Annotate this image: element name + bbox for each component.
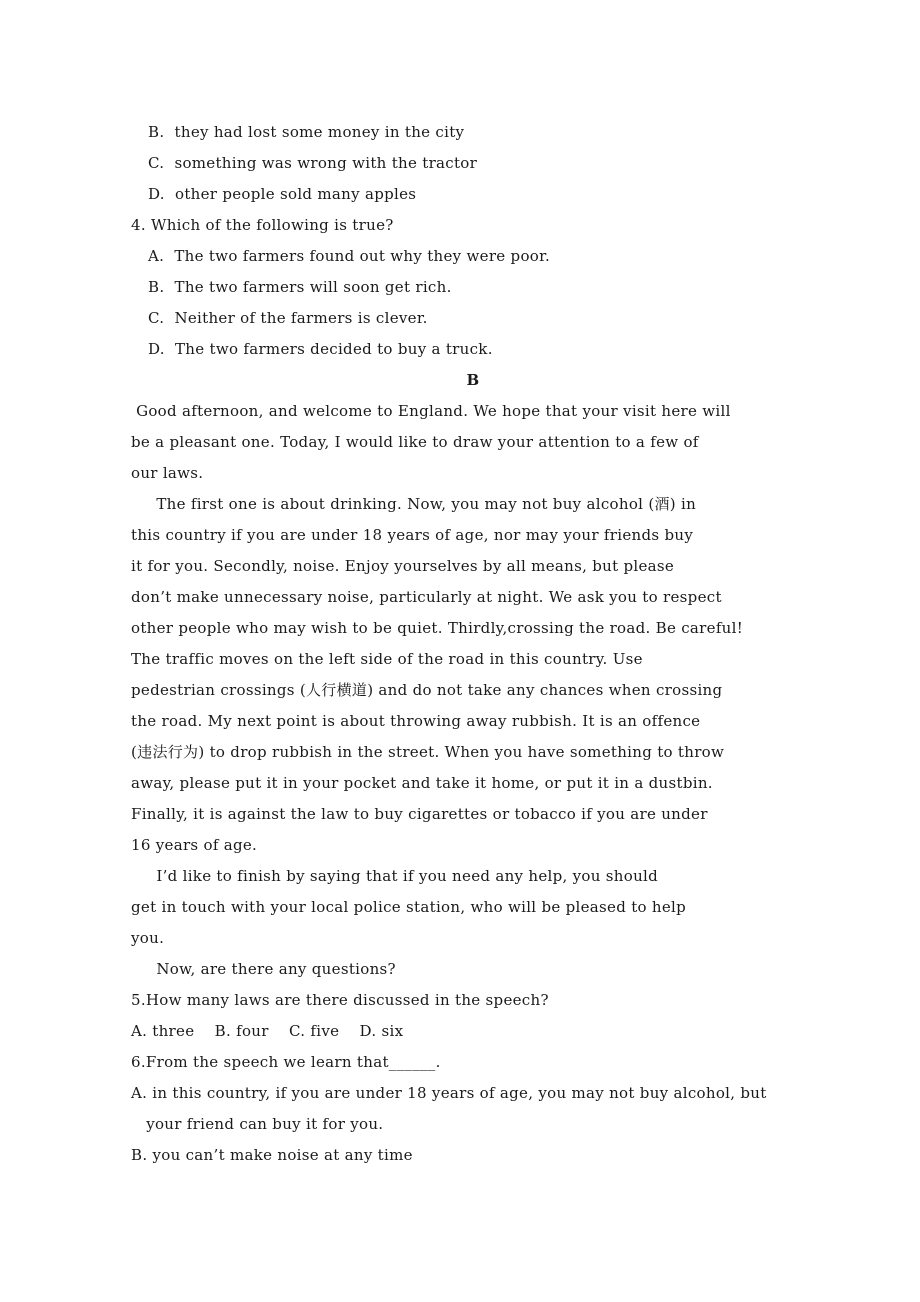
q4-option-c: C. Neither of the farmers is clever. (148, 309, 428, 327)
passage-line: The traffic moves on the left side of the road in this country. Use (131, 650, 643, 668)
q6-option-a: A. in this country, if you are under 18 years of age, you may not buy alcohol, but (131, 1084, 767, 1102)
passage-line: pedestrian crossings (人行横道) and do not take any chances when crossing (131, 681, 723, 699)
section-heading: B (466, 371, 480, 389)
passage-line: The first one is about drinking. Now, you may not buy alcohol (酒) in (131, 495, 697, 513)
passage-line: you. (131, 929, 165, 947)
q6-stem: 6.From the speech we learn that______. (131, 1053, 441, 1071)
q4-option-d: D. The two farmers decided to buy a truck. (148, 340, 493, 358)
q3-option-c: C. something was wrong with the tractor (148, 154, 478, 172)
passage-line: it for you. Secondly, noise. Enjoy yourselves by all means, but please (131, 557, 675, 575)
q5-stem: 5.How many laws are there discussed in the speech? (131, 991, 549, 1009)
q4-option-a: A. The two farmers found out why they were poor. (148, 247, 551, 265)
q5-options: A. three B. four C. five D. six (131, 1022, 404, 1040)
passage-line: the road. My next point is about throwing away rubbish. It is an offence (131, 712, 701, 730)
q6-option-b: B. you can’t make noise at any time (131, 1146, 413, 1164)
passage-line: Good afternoon, and welcome to England. We hope that your visit here will (131, 402, 731, 420)
passage-line: Finally, it is against the law to buy cigarettes or tobacco if you are under (131, 805, 708, 823)
passage-line: don’t make unnecessary noise, particularly at night. We ask you to respect (131, 588, 722, 606)
q3-option-d: D. other people sold many apples (148, 185, 417, 203)
q6-option-a-cont: your friend can buy it for you. (131, 1115, 384, 1133)
passage-line: Now, are there any questions? (131, 960, 396, 978)
passage-line: I’d like to finish by saying that if you need any help, you should (131, 867, 659, 885)
q4-option-b: B. The two farmers will soon get rich. (148, 278, 452, 296)
passage-line: get in touch with your local police station, who will be pleased to help (131, 898, 687, 916)
q3-option-b: B. they had lost some money in the city (148, 123, 465, 141)
passage-line: our laws. (131, 464, 204, 482)
passage-line: this country if you are under 18 years of age, nor may your friends buy (131, 526, 694, 544)
passage-line: other people who may wish to be quiet. Thirdly,crossing the road. Be careful! (131, 619, 744, 637)
passage-line: be a pleasant one. Today, I would like to draw your attention to a few of (131, 433, 699, 451)
passage-line: (违法行为) to drop rubbish in the street. When you have something to throw (131, 743, 725, 761)
passage-line: 16 years of age. (131, 836, 258, 854)
q4-stem: 4. Which of the following is true? (131, 216, 394, 234)
passage-line: away, please put it in your pocket and take it home, or put it in a dustbin. (131, 774, 713, 792)
